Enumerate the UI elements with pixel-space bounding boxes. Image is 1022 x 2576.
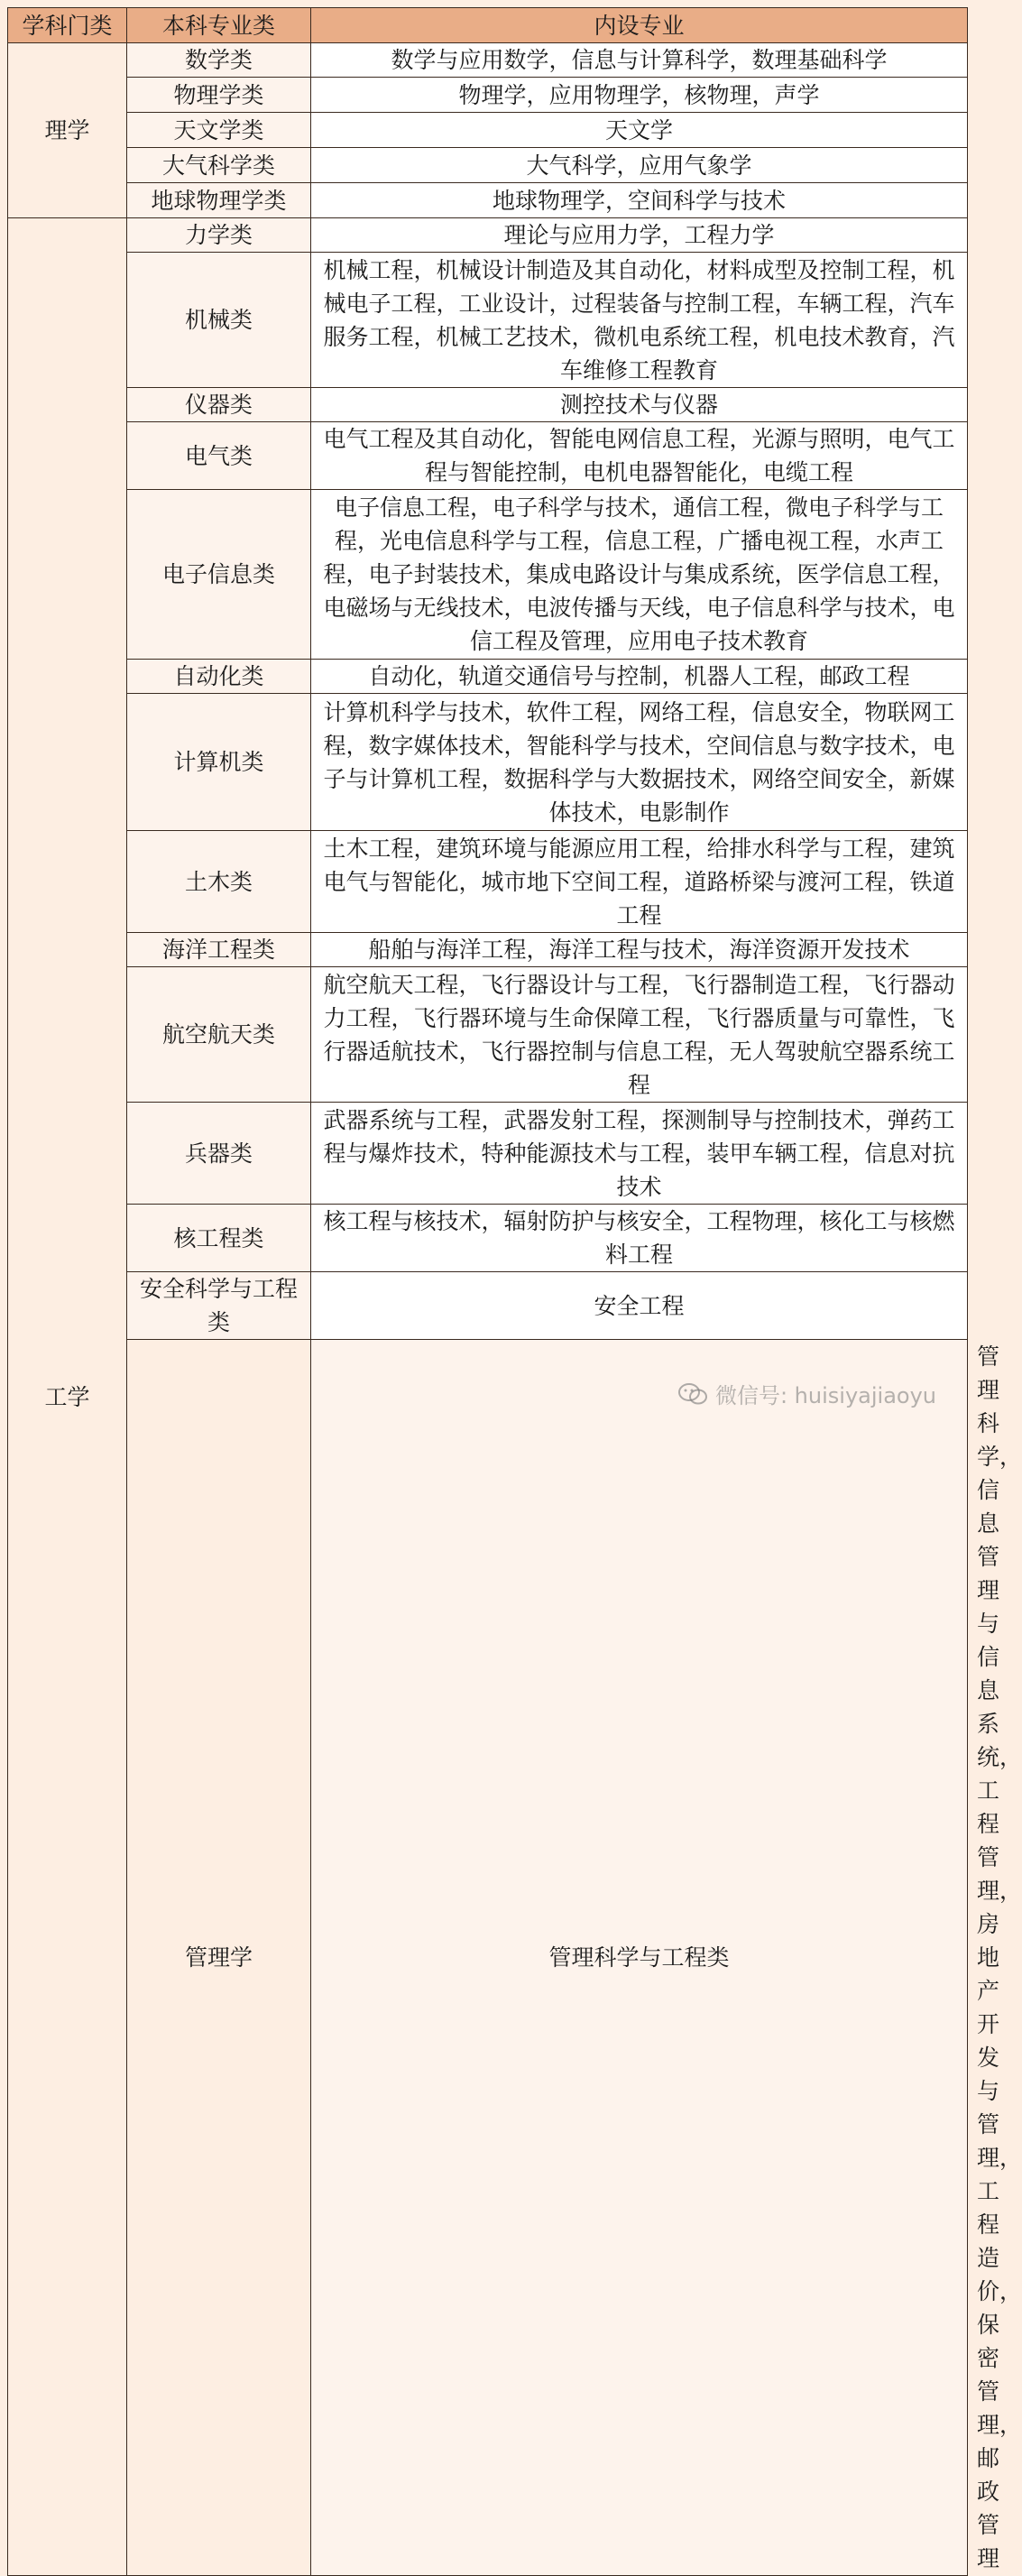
table-header	[8, 8, 968, 43]
table-row	[8, 43, 968, 78]
header-majors: 内设专业	[311, 8, 968, 43]
majors-cell: 计算机科学与技术，软件工程，网络工程，信息安全，物联网工程，数字媒体技术，智能科学与技术，空间信息与数字技术，电子与计算机工程，数据科学与大数据技术，网络空间安全，新媒体技术，电影制作	[311, 694, 968, 831]
majors-cell: 地球物理学，空间科学与技术	[311, 183, 968, 218]
table-row: 管理学 管理科学与工程类 管理科学，信息管理与信息系统，工程管理，房地产开发与管理，工程造价，保密管理，邮政管理	[8, 1340, 968, 2576]
category-cell: 机械类	[127, 253, 311, 388]
majors-cell: 电气工程及其自动化，智能电网信息工程，光源与照明，电气工程与智能控制，电机电器智能化，电缆工程	[311, 422, 968, 490]
category-cell: 物理学类	[127, 78, 311, 113]
discipline-cell: 管理学	[127, 1340, 311, 2576]
table-row	[8, 78, 968, 113]
majors-cell: 航空航天工程，飞行器设计与工程，飞行器制造工程，飞行器动力工程，飞行器环境与生命保障工程，飞行器质量与可靠性，飞行器适航技术，飞行器控制与信息工程，无人驾驶航空器系统工程	[311, 967, 968, 1103]
table-row	[8, 422, 968, 490]
category-cell: 仪器类	[127, 388, 311, 422]
majors-cell: 核工程与核技术，辐射防护与核安全，工程物理，核化工与核燃料工程	[311, 1205, 968, 1272]
table-row	[8, 388, 968, 422]
table-row	[8, 183, 968, 218]
majors-cell: 理论与应用力学，工程力学	[311, 218, 968, 253]
header-discipline: 学科门类	[8, 8, 127, 43]
table-row	[8, 113, 968, 148]
table-body	[8, 43, 1022, 2576]
majors-table	[7, 7, 1022, 2576]
majors-cell: 土木工程，建筑环境与能源应用工程，给排水科学与工程，建筑电气与智能化，城市地下空间工程，道路桥梁与渡河工程，铁道工程	[311, 831, 968, 933]
category-cell: 核工程类	[127, 1205, 311, 1272]
category-cell: 力学类	[127, 218, 311, 253]
majors-cell: 数学与应用数学，信息与计算科学，数理基础科学	[311, 43, 968, 78]
discipline-cell: 理学	[8, 43, 127, 218]
category-cell: 海洋工程类	[127, 933, 311, 967]
category-cell: 数学类	[127, 43, 311, 78]
table-row	[8, 967, 968, 1103]
category-cell: 安全科学与工程类	[127, 1272, 311, 1340]
category-cell: 管理科学与工程类	[311, 1340, 968, 2576]
category-cell: 电子信息类	[127, 490, 311, 660]
category-cell: 地球物理学类	[127, 183, 311, 218]
majors-cell: 电子信息工程，电子科学与技术，通信工程，微电子科学与工程，光电信息科学与工程，信息工程，广播电视工程，水声工程，电子封装技术，集成电路设计与集成系统，医学信息工程，电磁场与无线技术，电波传播与天线，电子信息科学与技术，电信工程及管理，应用电子技术教育	[311, 490, 968, 660]
majors-cell: 物理学，应用物理学，核物理，声学	[311, 78, 968, 113]
table-row	[8, 1272, 968, 1340]
category-cell: 航空航天类	[127, 967, 311, 1103]
majors-cell: 船舶与海洋工程，海洋工程与技术，海洋资源开发技术	[311, 933, 968, 967]
watermark-text: 微信号: huisiyajiaoyu	[714, 1383, 936, 1408]
table-row	[8, 148, 968, 183]
table-row	[8, 1205, 968, 1272]
table-row	[8, 831, 968, 933]
table-row	[8, 253, 968, 388]
category-cell: 电气类	[127, 422, 311, 490]
table-row	[8, 660, 968, 694]
table-row	[8, 490, 968, 660]
discipline-cell: 工学	[8, 218, 127, 2576]
category-cell: 天文学类	[127, 113, 311, 148]
category-cell: 兵器类	[127, 1103, 311, 1205]
majors-cell: 机械工程，机械设计制造及其自动化，材料成型及控制工程，机械电子工程，工业设计，过程装备与控制工程，车辆工程，汽车服务工程，机械工艺技术，微机电系统工程，机电技术教育，汽车维修工程教育	[311, 253, 968, 388]
category-cell: 大气科学类	[127, 148, 311, 183]
table-row	[8, 694, 968, 831]
category-cell: 土木类	[127, 831, 311, 933]
majors-cell: 武器系统与工程，武器发射工程，探测制导与控制技术，弹药工程与爆炸技术，特种能源技术与工程，装甲车辆工程，信息对抗技术	[311, 1103, 968, 1205]
category-cell: 计算机类	[127, 694, 311, 831]
header-category: 本科专业类	[127, 8, 311, 43]
majors-cell: 大气科学，应用气象学	[311, 148, 968, 183]
majors-cell: 安全工程	[311, 1272, 968, 1340]
majors-cell: 测控技术与仪器	[311, 388, 968, 422]
table-row	[8, 218, 968, 253]
majors-cell: 自动化，轨道交通信号与控制，机器人工程，邮政工程	[311, 660, 968, 694]
category-cell: 自动化类	[127, 660, 311, 694]
table-row	[8, 933, 968, 967]
majors-cell: 天文学	[311, 113, 968, 148]
table-row	[8, 1103, 968, 1205]
